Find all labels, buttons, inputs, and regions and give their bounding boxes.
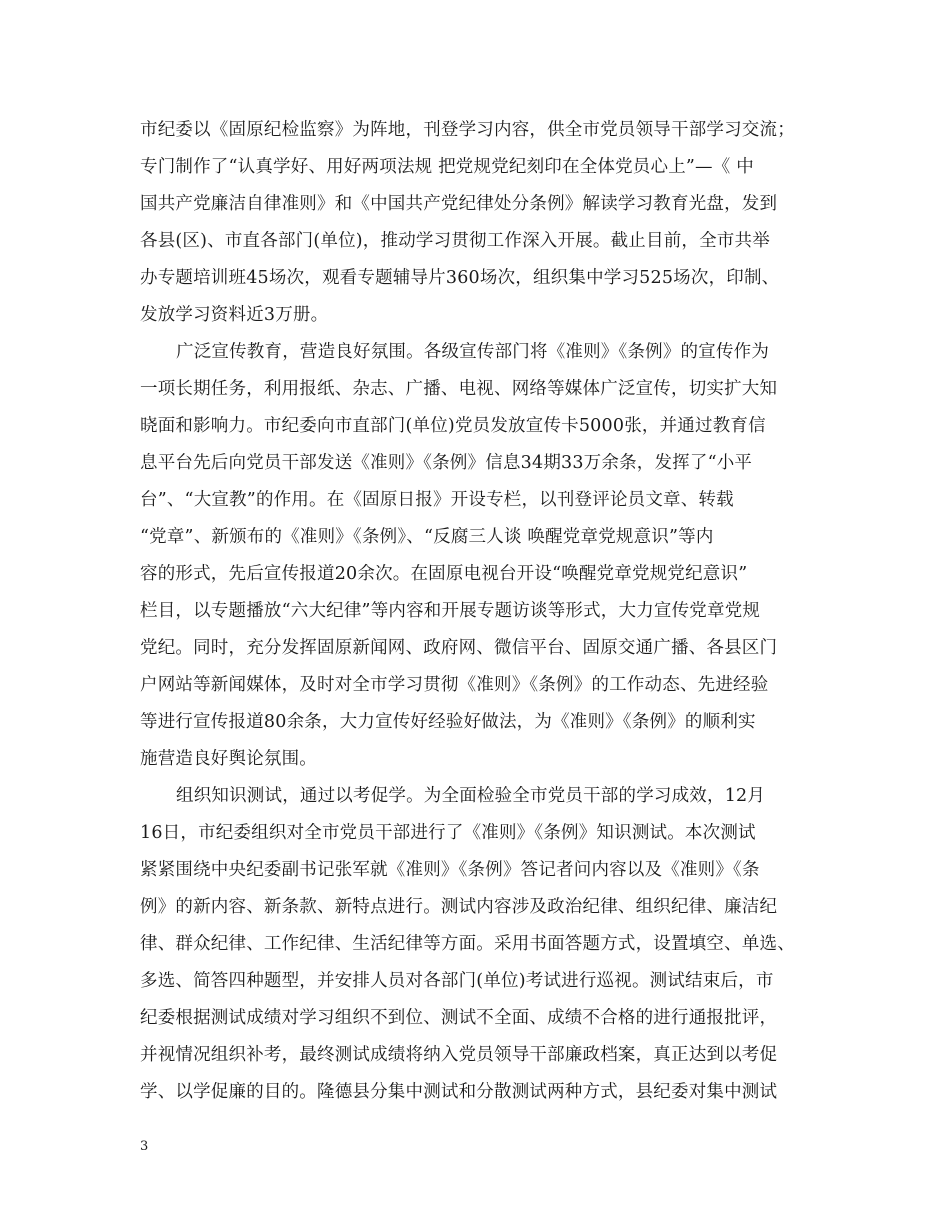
text-line: 16日，市纪委组织对全市党员干部进行了《准则》《条例》知识测试。本次测试 (140, 823, 756, 843)
text-line: 组织知识测试，通过以考促学。为全面检验全市党员干部的学习成效，12月 (176, 786, 766, 806)
text-line: 多选、简答四种题型，并安排人员对各部门(单位)考试进行巡视。测试结束后，市 (140, 971, 774, 991)
text-line: 律、群众纪律、工作纪律、生活纪律等方面。采用书面答题方式，设置填空、单选、 (140, 934, 795, 954)
text-line: 各县(区)、市直各部门(单位)，推动学习贯彻工作深入开展。截止目前，全市共举 (140, 231, 770, 251)
text-line: 并视情况组织补考，最终测试成绩将纳入党员领导干部廉政档案，真正达到以考促 (140, 1045, 778, 1065)
text-line: 市纪委以《固原纪检监察》为阵地，刊登学习内容，供全市党员领导干部学习交流； (140, 120, 795, 140)
text-line: 施营造良好舆论氛围。 (140, 749, 317, 769)
page-number: 3 (140, 1139, 149, 1154)
text-line: 学、以学促廉的目的。隆德县分集中测试和分散测试两种方式，县纪委对集中测试 (140, 1082, 778, 1102)
text-line: 晓面和影响力。市纪委向市直部门(单位)党员发放宣传卡5000张，并通过教育信 (140, 416, 766, 436)
text-line: 广泛宣传教育，营造良好氛围。各级宣传部门将《准则》《条例》的宣传作为 (176, 342, 770, 362)
text-line: 息平台先后向党员干部发送《准则》《条例》信息34期33万余条，发挥了“小平 (140, 453, 753, 473)
text-line: 等进行宣传报道80余条，大力宣传好经验好做法，为《准则》《条例》的顺利实 (140, 712, 756, 732)
text-line: “党章”、新颁布的《准则》《条例》、“反腐三人谈 唤醒党章党规意识”等内 (140, 527, 714, 547)
text-line: 紧紧围绕中央纪委副书记张军就《准则》《条例》答记者问内容以及《准则》《条 (140, 860, 760, 880)
text-line: 一项长期任务，利用报纸、杂志、广播、电视、网络等媒体广泛宣传，切实扩大知 (140, 379, 778, 399)
text-line: 办专题培训班45场次，观看专题辅导片360场次，组织集中学习525场次，印制、 (140, 268, 780, 288)
text-line: 例》的新内容、新条款、新特点进行。测试内容涉及政治纪律、组织纪律、廉洁纪 (140, 897, 778, 917)
text-line: 纪委根据测试成绩对学习组织不到位、测试不全面、成绩不合格的进行通报批评， (140, 1008, 778, 1028)
text-line: 台”、“大宣教”的作用。在《固原日报》开设专栏，以刊登评论员文章、转载 (140, 490, 734, 510)
text-line: 党纪。同时，充分发挥固原新闻网、政府网、微信平台、固原交通广播、各县区门 (140, 638, 778, 658)
text-line: 栏目，以专题播放“六大纪律”等内容和开展专题访谈等形式，大力宣传党章党规 (140, 601, 761, 621)
text-line: 发放学习资料近3万册。 (140, 305, 329, 325)
text-line: 户网站等新闻媒体，及时对全市学习贯彻《准则》《条例》的工作动态、先进经验 (140, 675, 769, 695)
text-line: 专门制作了“认真学好、用好两项法规 把党规党纪刻印在全体党员心上”—《 中 (140, 157, 754, 177)
text-line: 国共产党廉洁自律准则》和《中国共产党纪律处分条例》解读学习教育光盘，发到 (140, 194, 778, 214)
text-line: 容的形式，先后宣传报道20余次。在固原电视台开设“唤醒党章党规党纪意识” (140, 564, 748, 584)
